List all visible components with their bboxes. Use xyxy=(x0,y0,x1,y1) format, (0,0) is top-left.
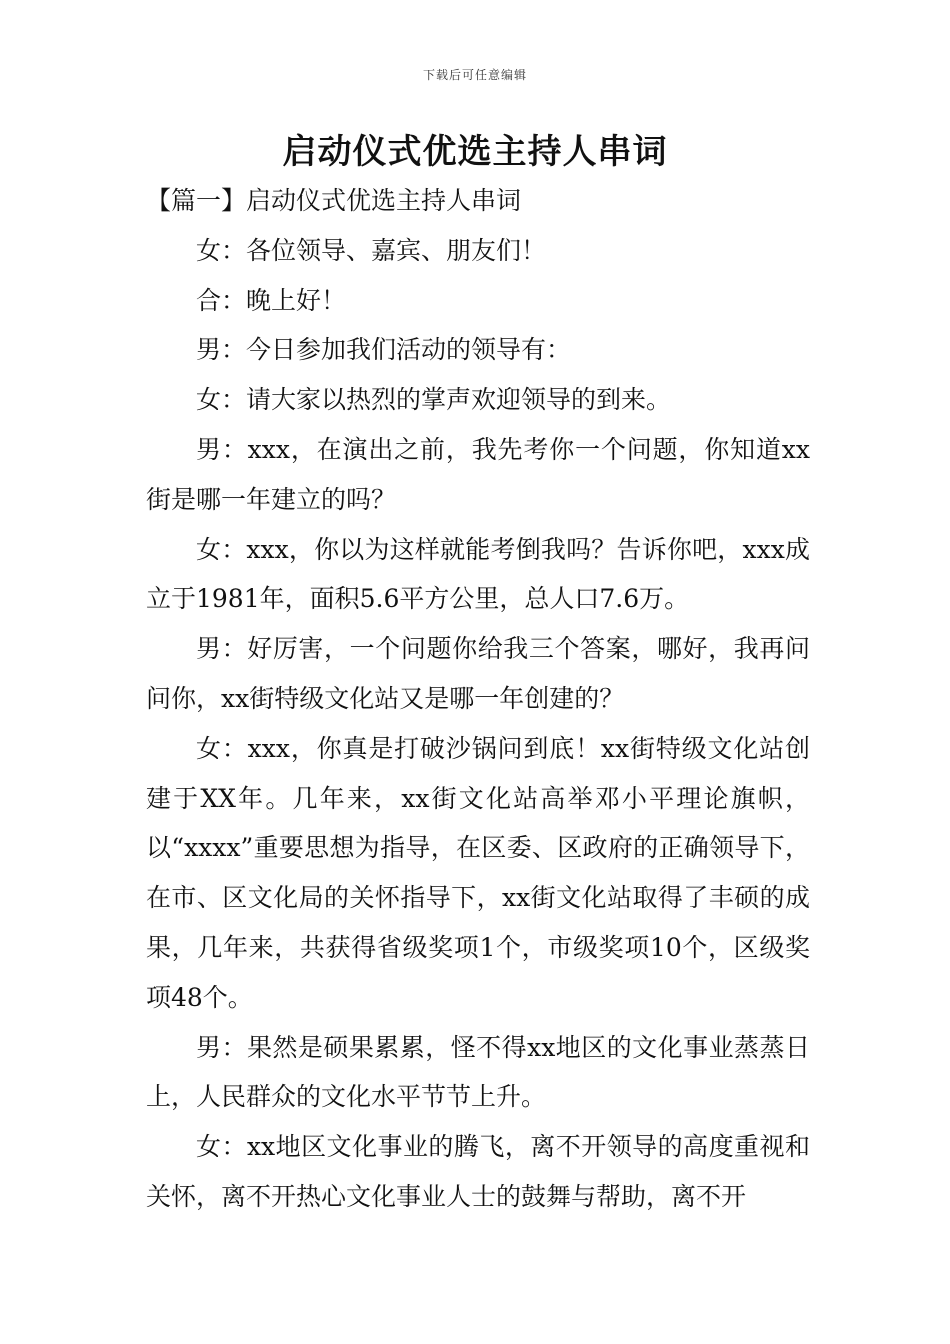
document-body xyxy=(146,176,810,1222)
paragraph-8: 女：xxx，你真是打破沙锅问到底！xx街特级文化站创建于XX年。几年来，xx街文化站高举邓小平理论旗帜，以“xxxx”重要思想为指导，在区委、区政府的正确领导下，在市、区文化局的关怀指导下，xx街文化站取得了丰硕的成果，几年来，共获得省级奖项1个，市级奖项10个，区级奖项48个。 xyxy=(146,733,810,1012)
paragraph-3: 男：今日参加我们活动的领导有： xyxy=(196,335,572,365)
paragraph-7: 男：好厉害，一个问题你给我三个答案，哪好，我再问问你，xx街特级文化站又是哪一年创建的？ xyxy=(146,634,810,713)
document-title: 启动仪式优选主持人串词 xyxy=(282,132,668,172)
paragraph-9: 男：果然是硕果累累，怪不得xx地区的文化事业蒸蒸日上，人民群众的文化水平节节上升。 xyxy=(146,1032,810,1112)
paragraph-5: 男：xxx，在演出之前，我先考你一个问题，你知道xx街是哪一年建立的吗？ xyxy=(146,434,810,514)
paragraph-2: 合：晚上好！ xyxy=(196,285,347,315)
paragraph-10: 女：xx地区文化事业的腾飞，离不开领导的高度重视和关怀，离不开热心文化事业人士的鼓舞与帮助，离不开 xyxy=(146,1132,810,1211)
paragraph-4: 女：请大家以热烈的掌声欢迎领导的到来。 xyxy=(196,385,672,415)
paragraph-6: 女：xxx，你以为这样就能考倒我吗？告诉你吧，xxx成立于1981年，面积5.6平方公里，总人口7.6万。 xyxy=(146,534,810,614)
section-heading: 【篇一】启动仪式优选主持人串词 xyxy=(146,186,522,215)
paragraph-1: 女：各位领导、嘉宾、朋友们！ xyxy=(196,235,547,265)
header-note: 下载后可任意编辑 xyxy=(422,68,527,82)
